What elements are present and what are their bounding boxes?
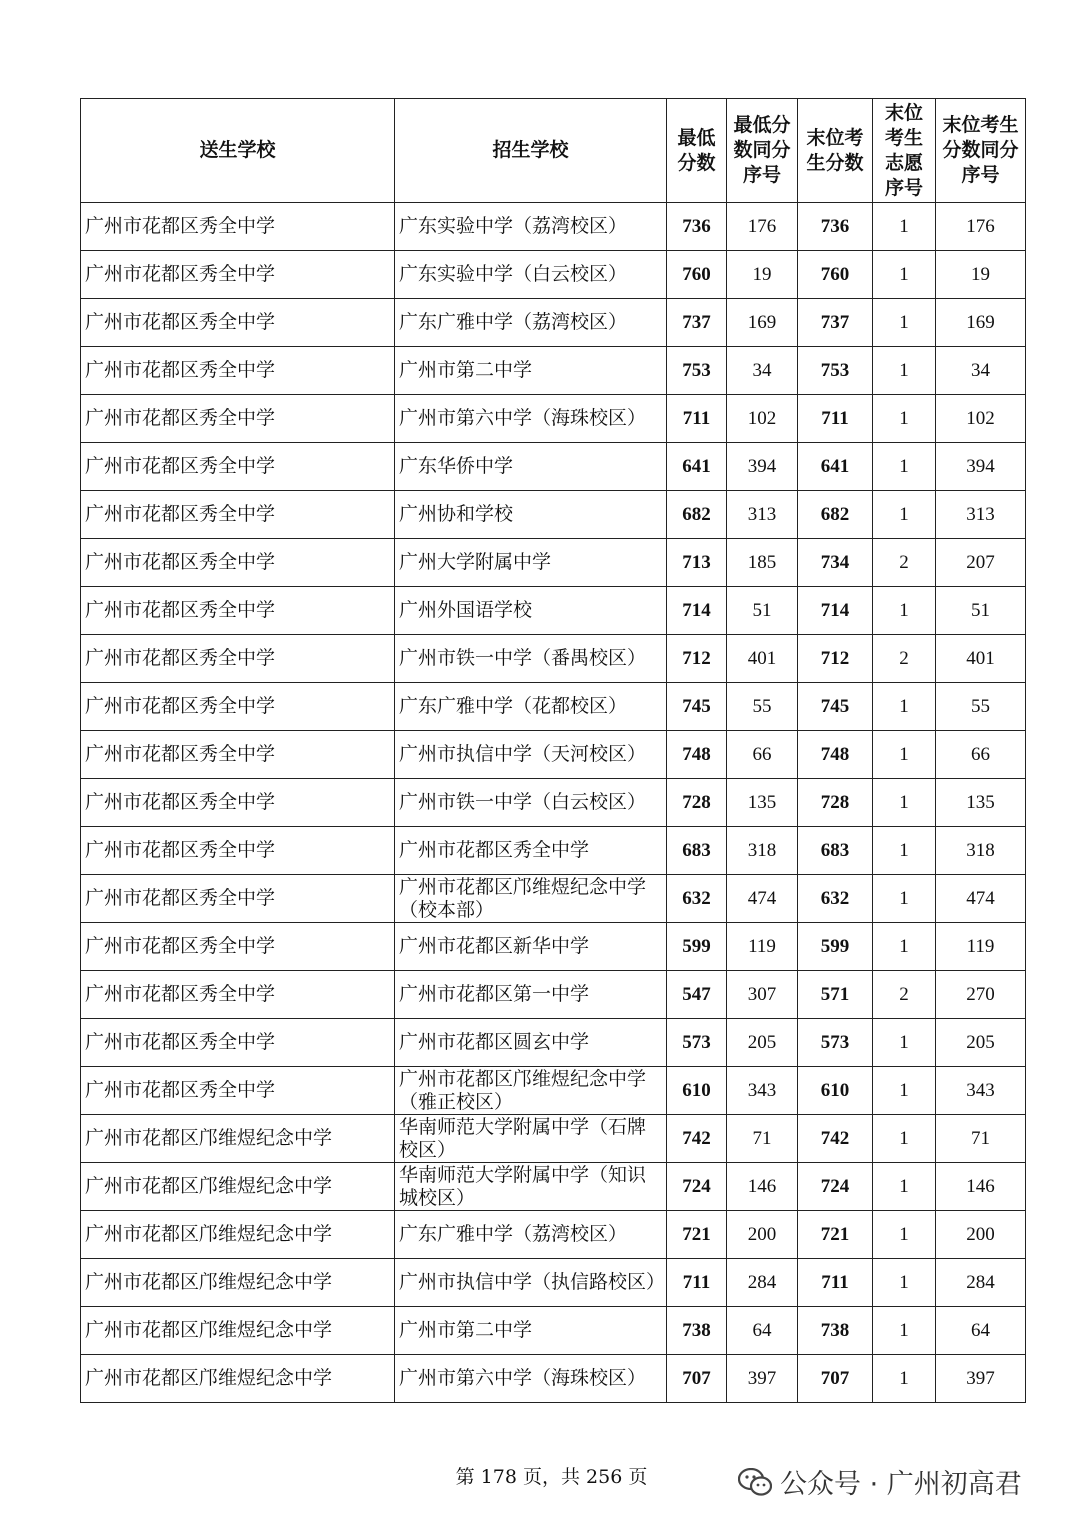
table-row xyxy=(81,1019,1026,1067)
last-pref-cell: 1 xyxy=(873,299,936,347)
table-row xyxy=(81,203,1026,251)
table-row xyxy=(81,491,1026,539)
min-rank-cell: 176 xyxy=(727,203,798,251)
recv-school-cell: 广州市第六中学（海珠校区） xyxy=(395,1355,667,1403)
last-rank-cell: 51 xyxy=(936,587,1026,635)
last-score-cell: 632 xyxy=(798,875,873,923)
last-score-cell: 728 xyxy=(798,779,873,827)
send-school-cell: 广州市花都区秀全中学 xyxy=(81,491,395,539)
recv-school-cell: 广州市第六中学（海珠校区） xyxy=(395,395,667,443)
min-rank-cell: 307 xyxy=(727,971,798,1019)
send-school-cell: 广州市花都区秀全中学 xyxy=(81,875,395,923)
min-score-cell: 738 xyxy=(667,1307,727,1355)
recv-school-cell: 广州大学附属中学 xyxy=(395,539,667,587)
min-rank-cell: 169 xyxy=(727,299,798,347)
last-pref-cell: 1 xyxy=(873,923,936,971)
last-rank-cell: 207 xyxy=(936,539,1026,587)
min-score-cell: 728 xyxy=(667,779,727,827)
send-school-cell: 广州市花都区邝维煜纪念中学 xyxy=(81,1211,395,1259)
recv-school-cell: 华南师范大学附属中学（知识城校区） xyxy=(395,1163,667,1211)
last-rank-cell: 397 xyxy=(936,1355,1026,1403)
last-rank-cell: 19 xyxy=(936,251,1026,299)
min-rank-cell: 205 xyxy=(727,1019,798,1067)
last-rank-cell: 318 xyxy=(936,827,1026,875)
last-pref-cell: 1 xyxy=(873,827,936,875)
min-score-cell: 753 xyxy=(667,347,727,395)
last-pref-cell: 2 xyxy=(873,635,936,683)
send-school-cell: 广州市花都区秀全中学 xyxy=(81,347,395,395)
last-pref-cell: 1 xyxy=(873,1163,936,1211)
last-pref-cell: 1 xyxy=(873,1355,936,1403)
min-rank-cell: 19 xyxy=(727,251,798,299)
recv-school-cell: 广州市第二中学 xyxy=(395,347,667,395)
min-score-cell: 724 xyxy=(667,1163,727,1211)
last-rank-cell: 64 xyxy=(936,1307,1026,1355)
last-score-cell: 748 xyxy=(798,731,873,779)
last-rank-cell: 102 xyxy=(936,395,1026,443)
last-pref-cell: 1 xyxy=(873,731,936,779)
last-rank-cell: 66 xyxy=(936,731,1026,779)
last-pref-cell: 1 xyxy=(873,1211,936,1259)
table-row xyxy=(81,1355,1026,1403)
last-rank-cell: 343 xyxy=(936,1067,1026,1115)
recv-school-cell: 广州市铁一中学（白云校区） xyxy=(395,779,667,827)
table-row xyxy=(81,923,1026,971)
last-pref-cell: 1 xyxy=(873,395,936,443)
table-row xyxy=(81,731,1026,779)
score-table xyxy=(80,98,1026,1403)
last-pref-cell: 1 xyxy=(873,587,936,635)
min-rank-cell: 64 xyxy=(727,1307,798,1355)
last-score-cell: 737 xyxy=(798,299,873,347)
send-school-cell: 广州市花都区秀全中学 xyxy=(81,779,395,827)
recv-school-cell: 广东华侨中学 xyxy=(395,443,667,491)
min-rank-cell: 51 xyxy=(727,587,798,635)
send-school-cell: 广州市花都区秀全中学 xyxy=(81,251,395,299)
send-school-cell: 广州市花都区邝维煜纪念中学 xyxy=(81,1259,395,1307)
min-score-cell: 547 xyxy=(667,971,727,1019)
recv-school-cell: 广州外国语学校 xyxy=(395,587,667,635)
send-school-cell: 广州市花都区秀全中学 xyxy=(81,395,395,443)
recv-school-cell: 广东实验中学（荔湾校区） xyxy=(395,203,667,251)
recv-school-cell: 广州市铁一中学（番禺校区） xyxy=(395,635,667,683)
watermark-text: 公众号 · 广州初高君 xyxy=(780,1469,1022,1500)
send-school-cell: 广州市花都区秀全中学 xyxy=(81,1067,395,1115)
last-rank-cell: 394 xyxy=(936,443,1026,491)
last-pref-cell: 1 xyxy=(873,251,936,299)
table-row xyxy=(81,1067,1026,1115)
min-rank-cell: 102 xyxy=(727,395,798,443)
min-rank-cell: 135 xyxy=(727,779,798,827)
last-rank-cell: 401 xyxy=(936,635,1026,683)
min-score-cell: 682 xyxy=(667,491,727,539)
min-score-cell: 760 xyxy=(667,251,727,299)
last-score-cell: 724 xyxy=(798,1163,873,1211)
min-rank-cell: 71 xyxy=(727,1115,798,1163)
min-score-cell: 641 xyxy=(667,443,727,491)
table-row xyxy=(81,875,1026,923)
header-min-score: 最低 分数 xyxy=(667,99,727,203)
last-rank-cell: 169 xyxy=(936,299,1026,347)
send-school-cell: 广州市花都区邝维煜纪念中学 xyxy=(81,1355,395,1403)
min-score-cell: 736 xyxy=(667,203,727,251)
send-school-cell: 广州市花都区秀全中学 xyxy=(81,299,395,347)
last-pref-cell: 1 xyxy=(873,1019,936,1067)
min-score-cell: 748 xyxy=(667,731,727,779)
send-school-cell: 广州市花都区秀全中学 xyxy=(81,1019,395,1067)
last-pref-cell: 2 xyxy=(873,539,936,587)
last-pref-cell: 1 xyxy=(873,203,936,251)
recv-school-cell: 广州市执信中学（执信路校区） xyxy=(395,1259,667,1307)
send-school-cell: 广州市花都区秀全中学 xyxy=(81,635,395,683)
min-score-cell: 610 xyxy=(667,1067,727,1115)
last-pref-cell: 1 xyxy=(873,1067,936,1115)
table-row xyxy=(81,347,1026,395)
header-last-score: 末位考 生分数 xyxy=(798,99,873,203)
last-score-cell: 745 xyxy=(798,683,873,731)
min-score-cell: 599 xyxy=(667,923,727,971)
table-row xyxy=(81,683,1026,731)
last-rank-cell: 55 xyxy=(936,683,1026,731)
last-score-cell: 742 xyxy=(798,1115,873,1163)
header-send-school: 送生学校 xyxy=(81,99,395,203)
send-school-cell: 广州市花都区秀全中学 xyxy=(81,827,395,875)
min-score-cell: 737 xyxy=(667,299,727,347)
wechat-icon xyxy=(738,1468,772,1496)
send-school-cell: 广州市花都区秀全中学 xyxy=(81,587,395,635)
table-row xyxy=(81,1211,1026,1259)
last-score-cell: 573 xyxy=(798,1019,873,1067)
recv-school-cell: 广东广雅中学（花都校区） xyxy=(395,683,667,731)
last-rank-cell: 200 xyxy=(936,1211,1026,1259)
last-score-cell: 711 xyxy=(798,1259,873,1307)
header-row xyxy=(81,99,1026,203)
last-rank-cell: 146 xyxy=(936,1163,1026,1211)
last-score-cell: 736 xyxy=(798,203,873,251)
table-row xyxy=(81,635,1026,683)
recv-school-cell: 广东实验中学（白云校区） xyxy=(395,251,667,299)
last-pref-cell: 1 xyxy=(873,875,936,923)
last-rank-cell: 135 xyxy=(936,779,1026,827)
page-number: 第 178 页，共 256 页 xyxy=(455,1466,648,1488)
table-row xyxy=(81,1115,1026,1163)
last-score-cell: 610 xyxy=(798,1067,873,1115)
last-score-cell: 714 xyxy=(798,587,873,635)
last-rank-cell: 270 xyxy=(936,971,1026,1019)
last-pref-cell: 1 xyxy=(873,683,936,731)
last-score-cell: 711 xyxy=(798,395,873,443)
min-rank-cell: 313 xyxy=(727,491,798,539)
min-rank-cell: 185 xyxy=(727,539,798,587)
last-rank-cell: 474 xyxy=(936,875,1026,923)
table-row xyxy=(81,779,1026,827)
min-rank-cell: 318 xyxy=(727,827,798,875)
last-pref-cell: 1 xyxy=(873,1115,936,1163)
send-school-cell: 广州市花都区秀全中学 xyxy=(81,971,395,1019)
send-school-cell: 广州市花都区邝维煜纪念中学 xyxy=(81,1115,395,1163)
recv-school-cell: 广州市花都区秀全中学 xyxy=(395,827,667,875)
last-score-cell: 682 xyxy=(798,491,873,539)
send-school-cell: 广州市花都区秀全中学 xyxy=(81,539,395,587)
header-recv-school: 招生学校 xyxy=(395,99,667,203)
min-rank-cell: 401 xyxy=(727,635,798,683)
min-score-cell: 711 xyxy=(667,1259,727,1307)
min-rank-cell: 55 xyxy=(727,683,798,731)
recv-school-cell: 广州市第二中学 xyxy=(395,1307,667,1355)
min-score-cell: 742 xyxy=(667,1115,727,1163)
last-score-cell: 760 xyxy=(798,251,873,299)
table-row xyxy=(81,395,1026,443)
recv-school-cell: 广东广雅中学（荔湾校区） xyxy=(395,1211,667,1259)
table-body xyxy=(81,203,1026,1403)
send-school-cell: 广州市花都区邝维煜纪念中学 xyxy=(81,1307,395,1355)
wechat-watermark xyxy=(738,1462,1022,1501)
recv-school-cell: 广州市花都区邝维煜纪念中学（校本部） xyxy=(395,875,667,923)
header-min-rank: 最低分 数同分 序号 xyxy=(727,99,798,203)
min-score-cell: 721 xyxy=(667,1211,727,1259)
last-score-cell: 753 xyxy=(798,347,873,395)
min-rank-cell: 34 xyxy=(727,347,798,395)
min-score-cell: 573 xyxy=(667,1019,727,1067)
last-score-cell: 571 xyxy=(798,971,873,1019)
min-score-cell: 707 xyxy=(667,1355,727,1403)
send-school-cell: 广州市花都区邝维煜纪念中学 xyxy=(81,1163,395,1211)
recv-school-cell: 广州市花都区圆玄中学 xyxy=(395,1019,667,1067)
send-school-cell: 广州市花都区秀全中学 xyxy=(81,443,395,491)
last-score-cell: 683 xyxy=(798,827,873,875)
recv-school-cell: 广州市花都区新华中学 xyxy=(395,923,667,971)
min-rank-cell: 343 xyxy=(727,1067,798,1115)
table-row xyxy=(81,443,1026,491)
min-rank-cell: 146 xyxy=(727,1163,798,1211)
recv-school-cell: 广州市花都区邝维煜纪念中学（雅正校区） xyxy=(395,1067,667,1115)
min-rank-cell: 394 xyxy=(727,443,798,491)
table-row xyxy=(81,827,1026,875)
send-school-cell: 广州市花都区秀全中学 xyxy=(81,203,395,251)
min-rank-cell: 200 xyxy=(727,1211,798,1259)
table-row xyxy=(81,251,1026,299)
min-rank-cell: 397 xyxy=(727,1355,798,1403)
min-score-cell: 632 xyxy=(667,875,727,923)
last-rank-cell: 71 xyxy=(936,1115,1026,1163)
last-score-cell: 599 xyxy=(798,923,873,971)
min-score-cell: 711 xyxy=(667,395,727,443)
min-score-cell: 713 xyxy=(667,539,727,587)
last-score-cell: 738 xyxy=(798,1307,873,1355)
last-rank-cell: 34 xyxy=(936,347,1026,395)
table-row xyxy=(81,971,1026,1019)
recv-school-cell: 广州市执信中学（天河校区） xyxy=(395,731,667,779)
table-row xyxy=(81,299,1026,347)
send-school-cell: 广州市花都区秀全中学 xyxy=(81,923,395,971)
recv-school-cell: 华南师范大学附属中学（石牌校区） xyxy=(395,1115,667,1163)
min-score-cell: 745 xyxy=(667,683,727,731)
last-rank-cell: 205 xyxy=(936,1019,1026,1067)
min-score-cell: 712 xyxy=(667,635,727,683)
last-rank-cell: 313 xyxy=(936,491,1026,539)
last-rank-cell: 176 xyxy=(936,203,1026,251)
last-score-cell: 707 xyxy=(798,1355,873,1403)
last-pref-cell: 1 xyxy=(873,1307,936,1355)
last-pref-cell: 1 xyxy=(873,491,936,539)
last-rank-cell: 284 xyxy=(936,1259,1026,1307)
last-pref-cell: 1 xyxy=(873,779,936,827)
last-pref-cell: 1 xyxy=(873,443,936,491)
last-score-cell: 641 xyxy=(798,443,873,491)
min-rank-cell: 66 xyxy=(727,731,798,779)
min-score-cell: 714 xyxy=(667,587,727,635)
min-score-cell: 683 xyxy=(667,827,727,875)
table-row xyxy=(81,539,1026,587)
header-last-pref: 末位 考生 志愿 序号 xyxy=(873,99,936,203)
last-pref-cell: 1 xyxy=(873,1259,936,1307)
table-row xyxy=(81,1163,1026,1211)
send-school-cell: 广州市花都区秀全中学 xyxy=(81,683,395,731)
last-score-cell: 734 xyxy=(798,539,873,587)
min-rank-cell: 119 xyxy=(727,923,798,971)
last-pref-cell: 2 xyxy=(873,971,936,1019)
recv-school-cell: 广州市花都区第一中学 xyxy=(395,971,667,1019)
table-row xyxy=(81,1259,1026,1307)
last-rank-cell: 119 xyxy=(936,923,1026,971)
send-school-cell: 广州市花都区秀全中学 xyxy=(81,731,395,779)
min-rank-cell: 474 xyxy=(727,875,798,923)
min-rank-cell: 284 xyxy=(727,1259,798,1307)
table-row xyxy=(81,587,1026,635)
header-last-rank: 末位考生 分数同分 序号 xyxy=(936,99,1026,203)
table-row xyxy=(81,1307,1026,1355)
recv-school-cell: 广州协和学校 xyxy=(395,491,667,539)
last-score-cell: 721 xyxy=(798,1211,873,1259)
recv-school-cell: 广东广雅中学（荔湾校区） xyxy=(395,299,667,347)
last-pref-cell: 1 xyxy=(873,347,936,395)
last-score-cell: 712 xyxy=(798,635,873,683)
